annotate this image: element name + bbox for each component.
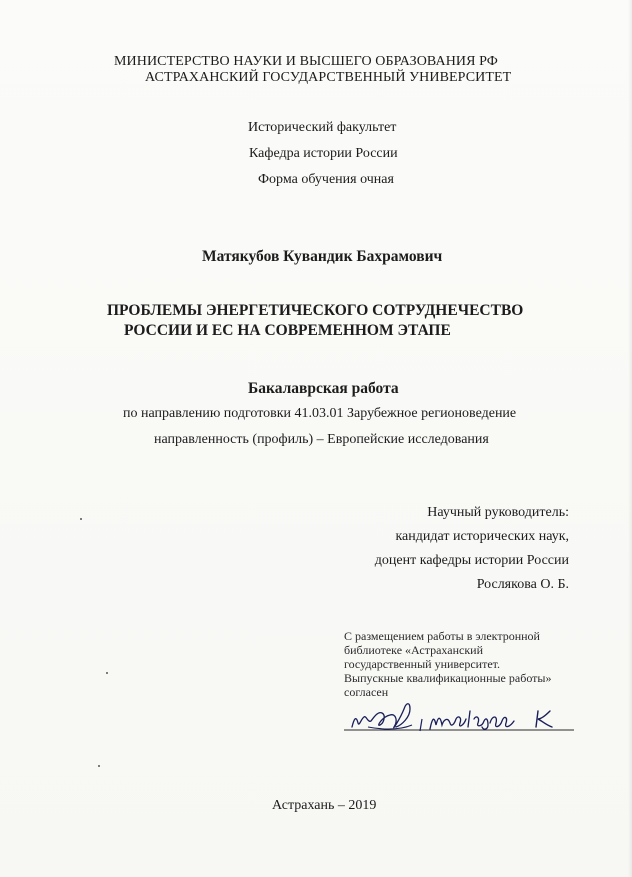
scan-speck	[80, 518, 82, 520]
consent-line-3: государственный университет.	[344, 657, 501, 671]
study-profile: направленность (профиль) – Европейские исследования	[154, 432, 489, 447]
city-year: Астрахань – 2019	[272, 798, 377, 813]
page-edge-shadow	[628, 0, 632, 877]
thesis-title-line-1: ПРОБЛЕМЫ ЭНЕРГЕТИЧЕСКОГО СОТРУДНЕЧЕСТВО	[107, 302, 524, 319]
scan-speck	[98, 765, 100, 767]
supervisor-degree: кандидат исторических наук,	[395, 529, 569, 544]
university-heading: АСТРАХАНСКИЙ ГОСУДАРСТВЕННЫЙ УНИВЕРСИТЕТ	[145, 70, 512, 85]
ministry-heading: МИНИСТЕРСТВО НАУКИ И ВЫСШЕГО ОБРАЗОВАНИЯ РФ	[114, 54, 498, 69]
supervisor-label: Научный руководитель:	[427, 505, 569, 520]
consent-line-1: С размещением работы в электронной	[344, 629, 540, 643]
department-name: Кафедра истории России	[249, 146, 398, 161]
study-form: Форма обучения очная	[258, 172, 394, 187]
faculty-name: Исторический факультет	[248, 120, 397, 135]
supervisor-position: доцент кафедры истории России	[374, 553, 569, 568]
study-direction: по направлению подготовки 41.03.01 Зарубежное регионоведение	[123, 406, 517, 421]
author-name: Матякубов Кувандик Бахрамович	[202, 248, 443, 265]
work-type: Бакалаврская работа	[248, 380, 399, 397]
scan-speck	[106, 672, 108, 674]
thesis-title-line-2: РОССИИ И ЕС НА СОВРЕМЕННОМ ЭТАПЕ	[124, 322, 451, 339]
supervisor-name: Рослякова О. Б.	[476, 577, 569, 592]
consent-line-5: согласен	[344, 685, 389, 699]
consent-line-2: библиотеке «Астраханский	[344, 643, 484, 657]
handwritten-signature	[338, 697, 578, 739]
consent-line-4: Выпускные квалификационные работы»	[344, 671, 552, 685]
